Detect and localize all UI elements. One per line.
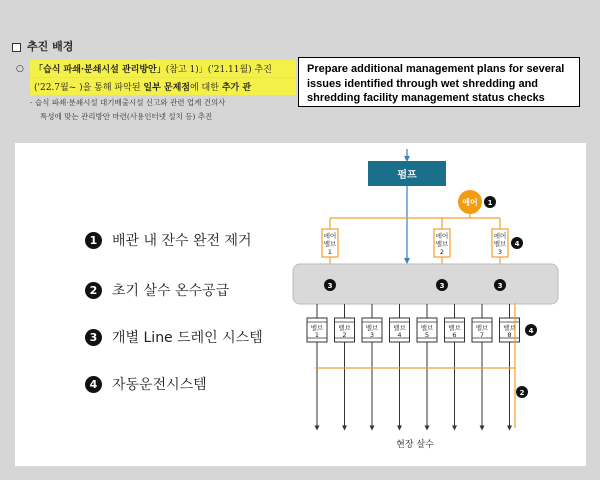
bottom-valve-3	[362, 304, 382, 428]
bottom-valve-line1: 밸브	[448, 324, 461, 332]
marker-3-b: 3	[439, 282, 445, 290]
marker-2-label: 2	[519, 389, 525, 397]
top-valve-line3: 1	[327, 248, 333, 256]
bottom-valve-7	[472, 304, 492, 428]
pump-label: 펌프	[397, 170, 417, 181]
top-valve-line3: 2	[439, 248, 445, 256]
bottom-valves	[307, 304, 520, 428]
top-valve-line1: 에어	[435, 232, 449, 240]
bottom-valve-line1: 밸브	[503, 324, 516, 332]
bottom-valve-line2: 2	[342, 331, 347, 339]
bottom-valve-line2: 1	[314, 331, 320, 339]
bottom-valve-line2: 3	[369, 331, 375, 339]
top-valve-line1: 에어	[323, 232, 337, 240]
marker-4-bottom-label: 4	[528, 327, 534, 335]
bottom-valve-6	[445, 304, 465, 428]
bottom-valve-line2: 5	[424, 331, 430, 339]
bottom-valve-line2: 4	[397, 331, 402, 339]
top-valve-line3: 3	[497, 248, 503, 256]
bottom-valve-line1: 밸브	[310, 324, 324, 332]
top-air-valve-1	[322, 229, 338, 264]
legend-label: 개별 Line 드레인 시스템	[112, 330, 263, 346]
legend-number: 4	[85, 376, 102, 393]
marker-3-c: 3	[497, 282, 503, 290]
bottom-valve-line1: 밸브	[475, 324, 489, 332]
top-valve-line2: 밸브	[435, 240, 449, 248]
top-valve-line1: 에어	[493, 232, 507, 240]
site-spray-label: 현장 살수	[396, 440, 434, 450]
bottom-valve-2	[335, 304, 355, 428]
sub-bullet-line-1: - 습식 파쇄·분쇄시설 대기배출시설 신고와 관련 업계 건의사	[30, 98, 226, 107]
bottom-valve-4	[390, 304, 410, 428]
air-label: 에어	[462, 198, 478, 207]
bottom-valve-5	[417, 304, 437, 428]
bullet-marker: ○	[16, 64, 24, 74]
highlight-ref: (참고 1)」('21.11월) 추진	[165, 65, 272, 75]
top-valve-line2: 밸브	[493, 240, 507, 248]
legend-number: 1	[85, 232, 102, 249]
highlight-issue: 일부 문제점	[143, 83, 190, 93]
legend-number: 3	[85, 329, 102, 346]
bottom-valve-8	[500, 304, 520, 428]
legend-label: 배관 내 잔수 완전 제거	[112, 233, 252, 249]
bottom-valve-line2: 6	[452, 331, 457, 339]
section-title: 추진 배경	[27, 40, 74, 53]
highlight-title: 「습식 파쇄·분쇄시설 관리방안」	[34, 65, 166, 75]
marker-4-top-label: 4	[514, 240, 520, 248]
bottom-valve-line2: 7	[479, 331, 485, 339]
highlight-additional: 추가 관	[221, 83, 252, 93]
section-heading	[12, 38, 73, 54]
checkbox-square-icon	[12, 43, 21, 52]
bottom-valve-line2: 8	[507, 331, 512, 339]
bottom-valve-line1: 밸브	[420, 324, 434, 332]
highlight-line-2	[30, 78, 296, 95]
legend-label: 자동운전시스템	[112, 377, 207, 393]
top-valve-line2: 밸브	[323, 240, 337, 248]
highlight-line-1	[30, 60, 296, 77]
bottom-valve-line1: 밸브	[338, 324, 351, 332]
top-air-valve-3	[492, 229, 508, 264]
top-air-valves	[322, 229, 508, 264]
marker-1-label: 1	[487, 199, 493, 207]
legend-label: 초기 살수 온수공급	[112, 283, 230, 299]
marker-3-a: 3	[327, 282, 333, 290]
diagram-panel	[15, 143, 586, 466]
translation-callout: Prepare additional management plans for several issues identified through wet shredding and shredding facility management status checks	[298, 57, 580, 107]
highlight-date: ('22.7월~ )을 통해 파악된	[34, 83, 144, 93]
bottom-valve-line1: 밸브	[393, 324, 406, 332]
bottom-valve-line1: 밸브	[365, 324, 379, 332]
highlight-connector: 에 대한	[190, 83, 222, 93]
piping-diagram	[15, 143, 586, 466]
sub-bullet-line-2: 특성에 맞는 관리방안 마련(사용인터넷 설치 등) 추진	[40, 112, 213, 121]
top-air-valve-2	[434, 229, 450, 264]
legend-number: 2	[85, 282, 102, 299]
bottom-valve-1	[307, 304, 327, 428]
